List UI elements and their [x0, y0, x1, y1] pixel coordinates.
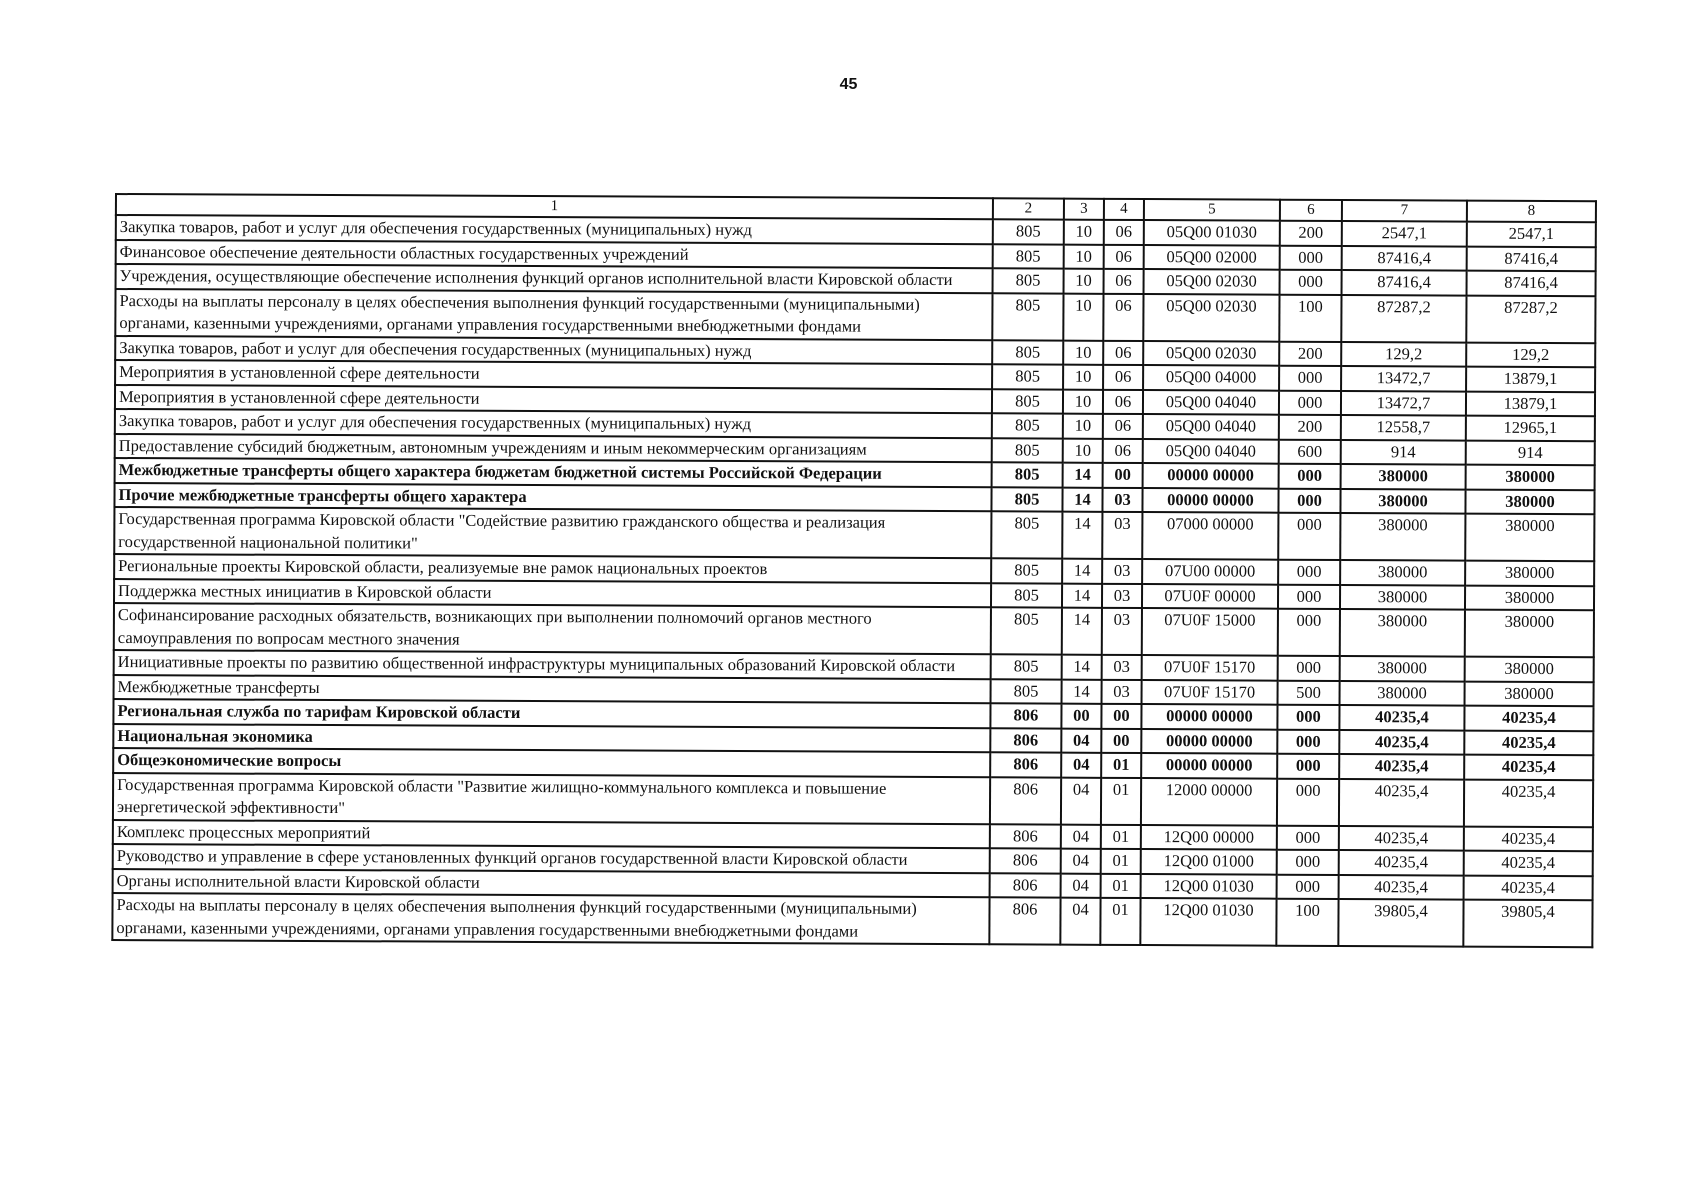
cell-amount-8: 40235,4 [1464, 755, 1593, 780]
budget-table-wrapper [111, 193, 1595, 948]
cell-code-5: 05Q00 02030 [1144, 269, 1280, 294]
cell-code-4: 06 [1104, 269, 1144, 294]
table-row [112, 893, 1592, 947]
cell-code-6: 000 [1280, 245, 1342, 270]
cell-name: Инициативные проекты по развитию общественной инфраструктуры муниципальных образований Кировской области [114, 650, 991, 679]
cell-code-3: 10 [1064, 244, 1104, 269]
cell-name: Региональная служба по тарифам Кировской области [113, 699, 990, 728]
cell-code-4: 06 [1103, 438, 1143, 463]
cell-code-2: 805 [991, 487, 1062, 512]
cell-code-5: 12Q00 01030 [1141, 874, 1277, 899]
cell-code-2: 806 [989, 897, 1060, 944]
cell-amount-8: 13879,1 [1466, 391, 1595, 416]
cell-code-6: 000 [1278, 584, 1340, 609]
cell-code-6: 000 [1277, 850, 1339, 875]
cell-code-5: 07000 00000 [1142, 512, 1278, 560]
cell-code-2: 805 [991, 583, 1062, 608]
cell-code-2: 805 [992, 438, 1063, 463]
cell-code-3: 10 [1064, 220, 1104, 245]
cell-amount-8: 40235,4 [1464, 826, 1593, 851]
cell-code-4: 00 [1101, 728, 1141, 753]
cell-amount-8: 380000 [1465, 514, 1594, 562]
cell-code-5: 00000 00000 [1142, 488, 1278, 513]
cell-code-5: 05Q00 02030 [1143, 294, 1279, 342]
cell-amount-8: 40235,4 [1464, 779, 1593, 827]
cell-code-2: 805 [991, 558, 1062, 583]
column-header: 2 [993, 198, 1064, 219]
cell-code-3: 10 [1063, 438, 1103, 463]
cell-amount-7: 39805,4 [1338, 899, 1463, 947]
cell-name: Предоставление субсидий бюджетным, автономным учреждениям и иным некоммерческим организациям [115, 434, 992, 463]
cell-amount-7: 129,2 [1341, 341, 1466, 366]
column-header: 6 [1280, 200, 1342, 221]
cell-amount-8: 40235,4 [1464, 706, 1593, 731]
cell-amount-7: 380000 [1340, 656, 1465, 681]
cell-amount-8: 380000 [1465, 489, 1594, 514]
cell-code-2: 806 [990, 848, 1061, 873]
cell-code-2: 806 [990, 824, 1061, 849]
cell-code-4: 03 [1102, 608, 1142, 655]
cell-code-4: 06 [1103, 389, 1143, 414]
cell-code-3: 04 [1061, 728, 1101, 753]
cell-amount-8: 87416,4 [1467, 271, 1596, 296]
table-row [114, 507, 1594, 561]
cell-code-2: 805 [992, 462, 1063, 487]
cell-code-4: 06 [1103, 340, 1143, 365]
column-header: 3 [1064, 199, 1104, 220]
cell-code-6: 000 [1279, 366, 1341, 391]
cell-amount-7: 380000 [1341, 464, 1466, 489]
cell-code-2: 805 [991, 679, 1062, 704]
column-header: 4 [1104, 199, 1144, 220]
cell-code-4: 03 [1102, 655, 1142, 680]
cell-code-5: 12Q00 00000 [1141, 825, 1277, 850]
cell-code-2: 805 [991, 511, 1062, 558]
cell-code-4: 03 [1102, 583, 1142, 608]
cell-code-5: 00000 00000 [1141, 753, 1277, 778]
cell-name: Закупка товаров, работ и услуг для обеспечения государственных (муниципальных) нужд [115, 336, 992, 365]
cell-code-5: 12Q00 01000 [1141, 849, 1277, 874]
page-number: 45 [839, 76, 858, 93]
table-row [114, 603, 1594, 657]
cell-code-6: 000 [1277, 729, 1339, 754]
cell-code-3: 14 [1063, 463, 1103, 488]
cell-code-2: 806 [990, 703, 1061, 728]
cell-name: Межбюджетные трансферты [114, 674, 991, 703]
cell-amount-7: 380000 [1340, 513, 1465, 561]
cell-amount-7: 380000 [1340, 584, 1465, 609]
cell-code-6: 100 [1276, 899, 1338, 946]
cell-name: Расходы на выплаты персоналу в целях обеспечения выполнения функций государственными (муниципальными) органами, казенными учреждениями, органами управления государственными внебюджетными фондами [112, 893, 989, 944]
cell-code-5: 07U0F 15170 [1142, 655, 1278, 680]
cell-code-6: 000 [1278, 560, 1340, 585]
cell-code-3: 04 [1061, 824, 1101, 849]
cell-name: Мероприятия в установленной сфере деятельности [115, 385, 992, 414]
cell-code-6: 000 [1277, 705, 1339, 730]
cell-code-4: 01 [1101, 849, 1141, 874]
cell-code-3: 10 [1063, 414, 1103, 439]
cell-amount-8: 40235,4 [1464, 851, 1593, 876]
cell-code-3: 14 [1062, 512, 1102, 559]
cell-code-3: 04 [1060, 898, 1100, 945]
cell-code-3: 14 [1062, 608, 1102, 655]
cell-name: Органы исполнительной власти Кировской области [113, 868, 990, 897]
cell-code-5: 12Q00 01030 [1140, 898, 1276, 946]
cell-code-4: 01 [1101, 873, 1141, 898]
cell-name: Прочие межбюджетные трансферты общего характера [114, 483, 991, 512]
cell-code-3: 00 [1061, 704, 1101, 729]
cell-code-2: 805 [992, 413, 1063, 438]
cell-code-5: 05Q00 02030 [1143, 341, 1279, 366]
cell-code-6: 000 [1278, 513, 1340, 560]
cell-code-5: 07U0F 15000 [1142, 608, 1278, 656]
cell-code-4: 03 [1102, 559, 1142, 584]
cell-code-3: 10 [1064, 269, 1104, 294]
cell-code-6: 100 [1279, 294, 1341, 341]
cell-code-5: 07U0F 00000 [1142, 584, 1278, 609]
cell-code-4: 03 [1102, 512, 1142, 559]
cell-code-6: 000 [1277, 778, 1339, 825]
cell-code-3: 04 [1061, 849, 1101, 874]
column-header: 7 [1342, 200, 1467, 222]
cell-amount-7: 87416,4 [1342, 270, 1467, 295]
cell-amount-7: 914 [1341, 439, 1466, 464]
cell-code-3: 14 [1062, 583, 1102, 608]
cell-code-2: 805 [991, 654, 1062, 679]
cell-code-6: 200 [1280, 221, 1342, 246]
cell-code-5: 05Q00 04000 [1143, 365, 1279, 390]
cell-amount-7: 40235,4 [1339, 729, 1464, 754]
cell-code-5: 05Q00 02000 [1144, 245, 1280, 270]
cell-code-5: 00000 00000 [1141, 729, 1277, 754]
cell-code-3: 14 [1062, 679, 1102, 704]
cell-code-2: 806 [990, 777, 1061, 824]
cell-code-6: 000 [1278, 488, 1340, 513]
cell-name: Государственная программа Кировской области "Развитие жилищно-коммунального комплекса и повышение энергетической эффективности" [113, 772, 990, 823]
cell-amount-8: 380000 [1465, 681, 1594, 706]
cell-amount-7: 2547,1 [1342, 221, 1467, 246]
cell-code-3: 10 [1063, 365, 1103, 390]
cell-name: Комплекс процессных мероприятий [113, 819, 990, 848]
cell-code-4: 06 [1104, 220, 1144, 245]
cell-amount-8: 40235,4 [1464, 875, 1593, 900]
cell-amount-8: 40235,4 [1464, 730, 1593, 755]
cell-code-4: 03 [1102, 679, 1142, 704]
cell-name: Государственная программа Кировской области "Содействие развитию гражданского общества и реализация государственной национальной политики" [114, 507, 991, 558]
cell-code-4: 06 [1104, 244, 1144, 269]
cell-amount-7: 12558,7 [1341, 415, 1466, 440]
cell-amount-7: 40235,4 [1339, 705, 1464, 730]
cell-name: Региональные проекты Кировской области, реализуемые вне рамок национальных проектов [114, 554, 991, 583]
cell-code-4: 06 [1103, 293, 1143, 340]
cell-name: Руководство и управление в сфере установленных функций органов государственной власти Кировской области [113, 844, 990, 873]
cell-amount-7: 13472,7 [1341, 390, 1466, 415]
cell-amount-7: 380000 [1340, 680, 1465, 705]
cell-code-4: 06 [1103, 414, 1143, 439]
cell-code-4: 00 [1103, 463, 1143, 488]
cell-code-4: 01 [1100, 898, 1140, 945]
table-row [113, 772, 1593, 826]
cell-name: Софинансирование расходных обязательств, возникающих при выполнении полномочий органов местного самоуправления по вопросам местного значения [114, 603, 991, 654]
cell-code-3: 04 [1061, 753, 1101, 778]
cell-name: Национальная экономика [113, 723, 990, 752]
cell-code-4: 01 [1101, 824, 1141, 849]
cell-code-2: 806 [990, 752, 1061, 777]
budget-table [111, 193, 1597, 948]
cell-name: Учреждения, осуществляющие обеспечение исполнения функций органов исполнительной власти Кировской области [116, 264, 993, 293]
cell-code-3: 14 [1062, 655, 1102, 680]
cell-code-6: 000 [1277, 874, 1339, 899]
cell-name: Закупка товаров, работ и услуг для обеспечения государственных (муниципальных) нужд [116, 215, 993, 244]
cell-code-3: 10 [1063, 293, 1103, 340]
cell-name: Общеэкономические вопросы [113, 748, 990, 777]
column-header: 8 [1467, 201, 1596, 223]
cell-amount-8: 39805,4 [1463, 900, 1592, 948]
cell-code-2: 805 [992, 340, 1063, 365]
cell-amount-8: 380000 [1466, 465, 1595, 490]
cell-code-5: 07U0F 15170 [1142, 680, 1278, 705]
cell-code-3: 10 [1063, 389, 1103, 414]
cell-code-6: 000 [1278, 656, 1340, 681]
cell-code-6: 000 [1277, 825, 1339, 850]
cell-code-6: 000 [1280, 270, 1342, 295]
cell-amount-8: 2547,1 [1467, 222, 1596, 247]
cell-code-3: 04 [1061, 777, 1101, 824]
cell-code-6: 000 [1279, 464, 1341, 489]
cell-amount-8: 87416,4 [1467, 246, 1596, 271]
cell-code-6: 600 [1279, 439, 1341, 464]
cell-code-2: 805 [992, 364, 1063, 389]
cell-amount-8: 380000 [1465, 561, 1594, 586]
cell-amount-7: 40235,4 [1339, 778, 1464, 826]
column-header: 1 [116, 194, 993, 219]
cell-code-4: 01 [1101, 753, 1141, 778]
cell-code-6: 000 [1277, 754, 1339, 779]
cell-code-2: 805 [993, 244, 1064, 269]
cell-amount-7: 87287,2 [1341, 294, 1466, 342]
cell-code-6: 000 [1279, 390, 1341, 415]
cell-amount-7: 13472,7 [1341, 366, 1466, 391]
cell-code-4: 03 [1102, 487, 1142, 512]
cell-amount-7: 380000 [1340, 609, 1465, 657]
cell-code-6: 500 [1278, 680, 1340, 705]
cell-code-5: 00000 00000 [1141, 704, 1277, 729]
cell-amount-7: 40235,4 [1339, 874, 1464, 899]
cell-amount-7: 40235,4 [1339, 754, 1464, 779]
cell-amount-7: 40235,4 [1339, 825, 1464, 850]
cell-amount-8: 12965,1 [1466, 416, 1595, 441]
cell-code-5: 07U00 00000 [1142, 559, 1278, 584]
cell-code-4: 06 [1103, 365, 1143, 390]
cell-amount-8: 914 [1466, 440, 1595, 465]
cell-name: Закупка товаров, работ и услуг для обеспечения государственных (муниципальных) нужд [115, 409, 992, 438]
cell-code-5: 12000 00000 [1141, 778, 1277, 826]
cell-amount-7: 380000 [1340, 560, 1465, 585]
cell-name: Расходы на выплаты персоналу в целях обеспечения выполнения функций государственными (муниципальными) органами, казенными учреждениями, органами управления государственными внебюджетными фондами [115, 289, 992, 340]
cell-code-2: 806 [990, 728, 1061, 753]
cell-code-4: 01 [1101, 777, 1141, 824]
cell-code-2: 805 [991, 607, 1062, 654]
cell-code-2: 805 [993, 268, 1064, 293]
cell-code-2: 805 [993, 219, 1064, 244]
cell-amount-8: 87287,2 [1466, 295, 1595, 343]
cell-amount-8: 380000 [1465, 610, 1594, 658]
cell-amount-8: 13879,1 [1466, 367, 1595, 392]
table-row [115, 289, 1595, 343]
cell-code-3: 14 [1062, 559, 1102, 584]
cell-code-6: 200 [1279, 415, 1341, 440]
cell-code-5: 05Q00 04040 [1143, 390, 1279, 415]
cell-amount-8: 380000 [1465, 585, 1594, 610]
cell-amount-8: 380000 [1465, 657, 1594, 682]
cell-code-5: 00000 00000 [1143, 463, 1279, 488]
cell-code-5: 05Q00 01030 [1144, 220, 1280, 245]
cell-amount-8: 129,2 [1466, 342, 1595, 367]
cell-amount-7: 380000 [1340, 488, 1465, 513]
cell-code-3: 10 [1063, 340, 1103, 365]
cell-code-5: 05Q00 04040 [1143, 414, 1279, 439]
cell-code-6: 200 [1279, 341, 1341, 366]
cell-code-6: 000 [1278, 609, 1340, 656]
cell-code-2: 805 [992, 293, 1063, 340]
cell-amount-7: 87416,4 [1342, 245, 1467, 270]
cell-name: Поддержка местных инициатив в Кировской области [114, 579, 991, 608]
cell-code-2: 806 [990, 873, 1061, 898]
cell-code-5: 05Q00 04040 [1143, 439, 1279, 464]
cell-name: Межбюджетные трансферты общего характера бюджетам бюджетной системы Российской Федерации [115, 458, 992, 487]
cell-code-2: 805 [992, 389, 1063, 414]
cell-amount-7: 40235,4 [1339, 850, 1464, 875]
column-header: 5 [1144, 199, 1280, 221]
cell-code-3: 14 [1062, 487, 1102, 512]
cell-name: Мероприятия в установленной сфере деятельности [115, 360, 992, 389]
cell-code-4: 00 [1101, 704, 1141, 729]
cell-name: Финансовое обеспечение деятельности областных государственных учреждений [116, 240, 993, 269]
cell-code-3: 04 [1061, 873, 1101, 898]
